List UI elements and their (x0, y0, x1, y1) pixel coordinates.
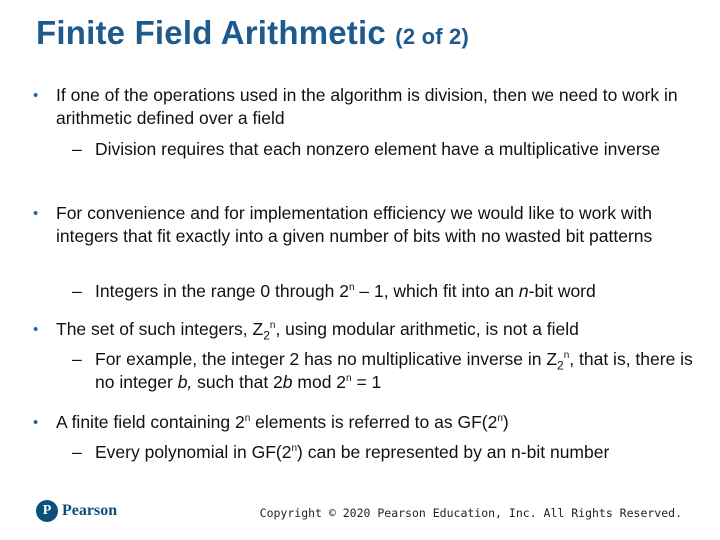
sub-bullet-item: – For example, the integer 2 has no multiplicative inverse in $Z_2^n$, that is, there is no integer b, such that 2b mod $2^n = 1$ (72, 349, 693, 392)
dash-icon: – (72, 139, 82, 159)
bullet-icon: • (33, 414, 39, 431)
bullet-icon: • (33, 321, 39, 338)
dash-icon: – (72, 349, 82, 369)
bullet-icon: • (33, 205, 39, 222)
pearson-logo (36, 500, 117, 522)
bullet-item: • If one of the operations used in the algorithm is division, then we need to work in arithmetic defined over a field (33, 85, 678, 128)
copyright-notice: Copyright © 2020 Pearson Education, Inc. All Rights Reserved. (259, 506, 682, 520)
sub-bullet-item: – Integers in the range 0 through 2$^n$ – 1, which fit into an n-bit word (72, 281, 596, 301)
slide-title-main: Finite Field Arithmetic (36, 14, 386, 51)
bullet-item: • A finite field containing 2$^n$ elements is referred to as GF(2$^n$) (33, 412, 509, 432)
pearson-logo-icon: P (36, 500, 58, 522)
pearson-logo-text: Pearson (62, 502, 118, 519)
sub-bullet-item: – Division requires that each nonzero element have a multiplicative inverse (72, 139, 661, 159)
dash-icon: – (72, 442, 82, 462)
bullet-icon: • (33, 87, 39, 104)
bullet-item: • The set of such integers, $Z_2^n$, using modular arithmetic, is not a field (33, 319, 579, 343)
slide-title (36, 14, 469, 52)
sub-bullet-item: – Every polynomial in GF(2$^n$) can be represented by an n-bit number (72, 442, 610, 462)
slide-title-sub: (2 of 2) (395, 24, 470, 49)
bullet-item: • For convenience and for implementation efficiency we would like to work with integers that fit exactly into a given number of bits with no wasted bit patterns (33, 203, 653, 246)
dash-icon: – (72, 281, 82, 301)
